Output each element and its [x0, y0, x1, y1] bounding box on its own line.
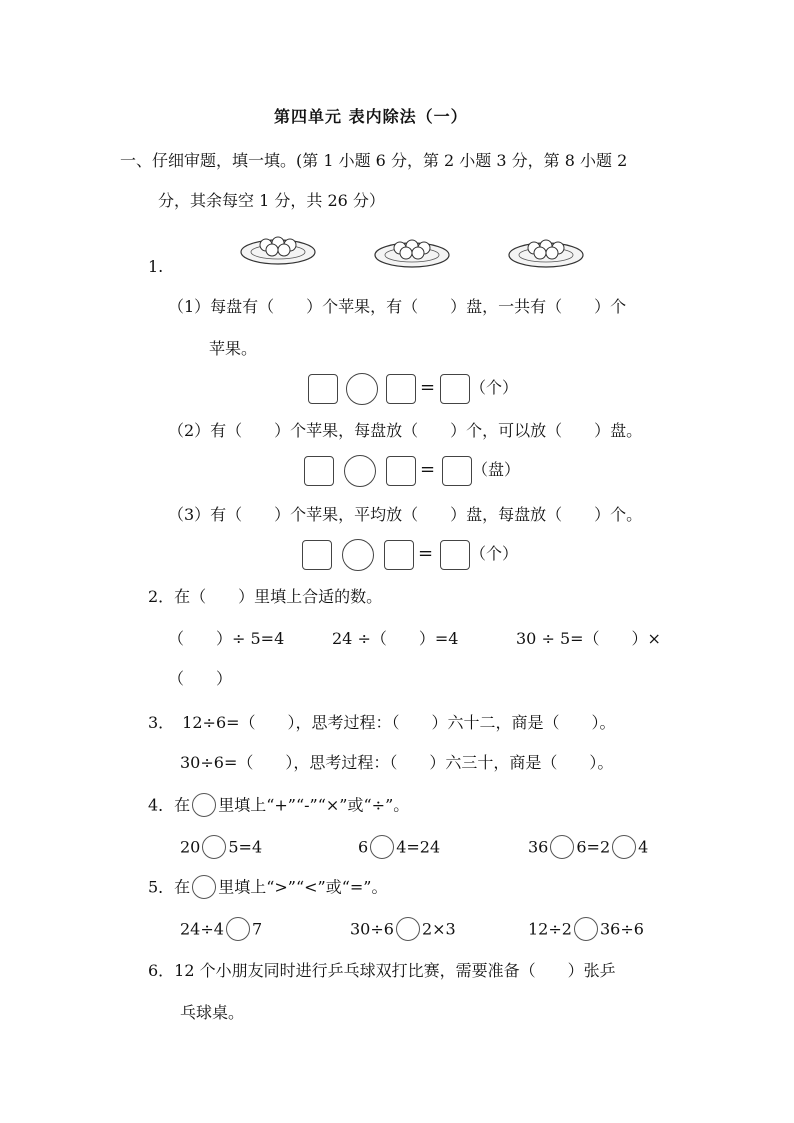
q1-sub2: （2）有（ ）个苹果，每盘放（ ）个，可以放（ ）盘。 [168, 421, 643, 440]
answer-box[interactable] [302, 540, 332, 570]
q2-item-b: 24 ÷（ ）=4 [332, 629, 459, 648]
q4-b-right: 4=24 [396, 837, 441, 857]
q5-suffix: 里填上“>”“<”或“=”。 [218, 877, 388, 897]
q4-a-left: 20 [180, 837, 201, 857]
q6-line2: 乓球桌。 [180, 1003, 245, 1022]
q2-item-a: （ ）÷ 5=4 [168, 629, 285, 648]
q5-a-left: 24÷4 [180, 919, 224, 939]
q5-prefix: 5．在 [148, 877, 191, 897]
section-heading-line1: 一、仔细审题，填一填。(第 1 小题 6 分，第 2 小题 3 分，第 8 小题 2 [120, 151, 628, 170]
page-title: 第四单元 表内除法（一） [274, 107, 468, 126]
q1-sub3: （3）有（ ）个苹果，平均放（ ）盘，每盘放（ ）个。 [168, 505, 643, 524]
q1-sub1-line2: 苹果。 [209, 339, 258, 358]
operator-circle[interactable] [370, 835, 394, 859]
answer-box[interactable] [304, 456, 334, 486]
q5-instruction [148, 876, 388, 900]
q1-number: 1. [148, 257, 164, 276]
q4-b-left: 6 [358, 837, 369, 857]
section-heading-line2: 分，其余每空 1 分，共 26 分） [158, 191, 385, 210]
operator-circle[interactable] [342, 539, 374, 571]
q5-c-right: 36÷6 [599, 919, 644, 939]
apple-plate-image-2 [372, 233, 452, 273]
q4-item-b [358, 836, 440, 860]
q3-line2: 30÷6=（ ），思考过程：（ ）六三十，商是（ ）。 [180, 753, 614, 772]
operator-circle [192, 793, 216, 817]
answer-box[interactable] [442, 456, 472, 486]
q4-item-a [180, 836, 262, 860]
operator-circle[interactable] [202, 835, 226, 859]
answer-box[interactable] [440, 374, 470, 404]
q4-instruction [148, 794, 409, 818]
q5-item-c [528, 918, 644, 942]
q1-sub1-line1: （1）每盘有（ ）个苹果，有（ ）盘，一共有（ ）个 [168, 297, 627, 316]
q5-a-right: 7 [251, 919, 263, 939]
q5-c-left: 12÷2 [528, 919, 572, 939]
compare-circle[interactable] [226, 917, 250, 941]
q5-item-b [350, 918, 456, 942]
compare-circle [192, 875, 216, 899]
q3-line1: 3． 12÷6=（ ），思考过程：（ ）六十二，商是（ ）。 [148, 713, 616, 732]
apple-plate-image-3 [506, 233, 586, 273]
answer-box[interactable] [386, 374, 416, 404]
unit-label: （个） [470, 544, 519, 563]
q5-item-a [180, 918, 262, 942]
answer-box[interactable] [440, 540, 470, 570]
q2-item-c: 30 ÷ 5=（ ）× [516, 629, 661, 648]
q4-c-left: 36 [528, 837, 549, 857]
q4-suffix: 里填上“+”“-”“×”或“÷”。 [218, 795, 410, 815]
operator-circle[interactable] [612, 835, 636, 859]
q4-prefix: 4．在 [148, 795, 191, 815]
compare-circle[interactable] [574, 917, 598, 941]
unit-label: （盘） [472, 460, 521, 479]
equals-sign: = [418, 543, 434, 564]
equals-sign: = [420, 459, 436, 480]
apple-plate-image-1 [238, 230, 318, 270]
answer-box[interactable] [308, 374, 338, 404]
q5-b-right: 2×3 [421, 919, 456, 939]
operator-circle[interactable] [550, 835, 574, 859]
operator-circle[interactable] [346, 373, 378, 405]
q2-text: 2．在（ ）里填上合适的数。 [148, 587, 383, 606]
q2-item-c-cont: （ ） [168, 669, 233, 688]
answer-box[interactable] [386, 456, 416, 486]
answer-box[interactable] [384, 540, 414, 570]
operator-circle[interactable] [344, 455, 376, 487]
q4-item-c [528, 836, 648, 860]
q5-b-left: 30÷6 [350, 919, 394, 939]
q4-c-right: 4 [638, 837, 649, 857]
q4-c-mid: 6=2 [576, 837, 611, 857]
compare-circle[interactable] [396, 917, 420, 941]
q6-line1: 6．12 个小朋友同时进行乒乓球双打比赛，需要准备（ ）张乒 [148, 961, 616, 980]
equals-sign: = [420, 377, 436, 398]
unit-label: （个） [470, 378, 519, 397]
q4-a-right: 5=4 [228, 837, 263, 857]
